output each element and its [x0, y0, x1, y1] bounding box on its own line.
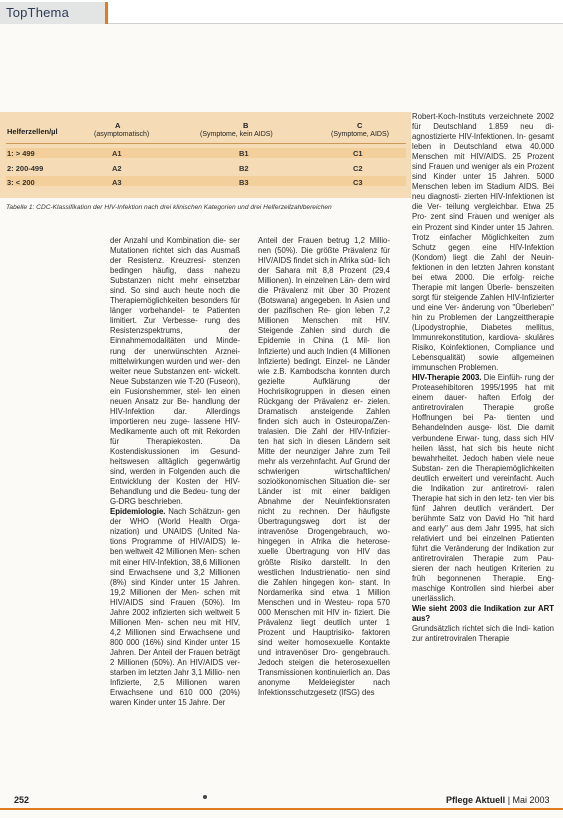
table-cell: C2 — [353, 164, 363, 173]
table-caption: Tabelle 1: CDC-Klassifikation der HIV-Infektion nach drei klinischen Kategorien und drei Helferzellzahlbereichen — [6, 204, 332, 211]
table-cell: C1 — [353, 149, 363, 158]
footer-rule — [0, 808, 563, 810]
paragraph-text: Die Einfüh- rung der Proteasehibitoren 1995/1995 hat mit einem dauer- haften Erfolg der antiretroviralen Therapie große Hoffnungen bei Pa- tienten und Behandelnden ausge- löst. Die damit verbundene Erwar- tung, dass sich HIV heilen lässt, hat sich bis heute nicht bewahrheitet. Jedoch haben viele neue Substan- zen die Therapiemöglichkeiten deutlich erweitert und vereinfacht. Auch die Indikation zur antiretrovi- ralen Therapie hat sich in den letz- ten vier bis fünf Jahren deutlich verändert. Der berühmte Satz von David Ho "hit hard and early" aus dem Jahr 1995, hat sich relativiert und bei einzelnen Patienten führt die Veränderung der Indikation zur antiretroviralen Therapie zum Pau- sieren der nach heutigen Kriterien zu früh begonnenen Therapie. Eng- maschige Kontrollen sind hierbei aber unerlässlich. — [412, 373, 554, 604]
text-column-2 — [258, 236, 390, 698]
table-cell: B3 — [239, 178, 249, 187]
table-col-a-sub: (asymptomatisch) — [94, 131, 150, 138]
top-bar — [0, 0, 563, 24]
magazine-footer — [446, 795, 550, 805]
subheading: Wie sieht 2003 die Indikation zur ART aus? — [412, 604, 554, 624]
row-label: 2: 200-499 — [7, 164, 44, 173]
paragraph — [110, 507, 240, 708]
table-row — [6, 162, 406, 172]
paragraph — [412, 373, 554, 604]
table-cell: C3 — [353, 178, 363, 187]
table-cell: A1 — [112, 149, 122, 158]
magazine-name: Pflege Aktuell — [446, 795, 506, 805]
section-tab — [0, 2, 108, 24]
cdc-table — [0, 112, 411, 198]
table-col-header: Helferzellen/µl — [7, 127, 58, 136]
header-rule — [108, 23, 563, 24]
table-col-c: C — [357, 121, 363, 130]
paragraph: Anteil der Frauen betrug 1,2 Millio- nen (50%). Die größte Prävalenz für HIV/AIDS findet sich in Afrika süd- lich der Sahara mit 8,8 Prozent (29,4 Millionen). In einzelnen Län- dern wird die Prävalenz mit über 30 Prozent (Botswana) angegeben. In Asien und der pazifischen Re- gion leben 7,2 Millionen Menschen mit HIV. Steigende Zahlen sind durch die Epidemie in China (1 Mil- lion Infizierte) und auch Indien (4 Millionen Infizierte) bedingt. Einzel- ne Länder wie z.B. Kambodscha konnten durch gezielte Aufklärung der Hochrisikogruppen in diesen einen Rückgang der Prävalenz er- zielen. Dramatisch ansteigende Zahlen finden sich auch in Osteuropa/Zen- tralasien. Die Zahl der HIV-Infizier- ten hat sich in diesen Ländern seit Mitte der neunziger Jahre zum Teil mehr als verzehnfacht. Auf Grund der schwierigen wirtschaftlichen/ sozioökonomischen Situation die- ser Länder ist mit einer baldigen Abnahme der Neuinfektionsraten nicht zu rechnen. Der häufigste Übertragungsweg dort ist der intravenöse Drogengebrauch, wo- hingegen in Afrika die heterose- xuelle Übertragung von HIV das größte Risiko darstellt. In den westlichen Industrienatio- nen sind die Zahlen hingegen kon- stant. In Nordamerika sind etwa 1 Million Menschen und in Westeu- ropa 570 000 Menschen mit HIV in- fiziert. Die Prävalenz liegt deutlich unter 1 Prozent und Hauptrisiko- faktoren sind weiter homosexuelle Kontakte und intravenöser Dro- gengebrauch. Jedoch steigen die heterosexuellen Transmissionen kontinuierlich an. Das anonyme Meldeiegister nach Infektionsschutzgesetz (IfSG) des — [258, 236, 390, 698]
issue-date: | Mai 2003 — [507, 795, 550, 805]
table-cell: B2 — [239, 164, 249, 173]
paragraph: Robert-Koch-Instituts verzeichnete 2002 für Deutschland 1.859 neu di- agnostizierte HIV-Infektionen. In- gesamt leben in Deutschland etwa 40.000 Menschen mit HIV/AIDS. 25 Prozent sind Frauen und weniger als ein Prozent sind Kinder unter 15 Jahren. 5000 Menschen leben im Stadium AIDS. Bei neu diagnosti- zierten HIV-Infektionen ist die Ver- teilung vergleichbar. Etwa 25 Pro- zent sind Frauen und weniger als ein Prozent sind Kinder unter 15 Jahren. Trotz einfacher Möglichkeiten zum Schutz gegen eine HIV-Infektion (Kondom) liegt die Zahl der Neuin- fektionen in den letzten Jahren konstant bei etwa 2000. Die erfolg- reiche Therapie mit langen Überle- benszeiten sorgt für steigende Zahlen HIV-Infizierter und eine Ver- änderung von "Überleben" hin zu Problemen der Langzeittherapie (Lipodystrophie, Diabetes mellitus, Immunrekonstitution, kardiova- skuläres Risiko, Koinfektionen, Compliance und Lebensqualität) sowie allgemeinen immunschen Problemen. — [412, 112, 554, 373]
subheading: HIV-Therapie 2003. — [412, 373, 482, 383]
table-cell: A2 — [112, 164, 122, 173]
paragraph: Grundsätzlich richtet sich die Indi- kation zur antiretroviralen Therapie — [412, 624, 554, 644]
bullet-mark — [203, 795, 207, 799]
paragraph: der Anzahl und Kombination die- ser Mutationen richtet sich das Ausmaß der Resistenz. Kreuzresi- stenzen bedingen häufig, dass nahezu Substanzen nicht mehr einsetzbar sind. So sind auch heute noch die Therapiemöglichkeiten besonders für länger vorbehandel- te Patienten limitiert. Zur Verbesse- rung des Resistenzspektrums, der Einnahmemodalitäten und Minde- rung der unerwünschten Arznei- mittelwirkungen wurden und wer- den weiter neue Substanzen ent- wickelt. Neue Substanzen wie T-20 (Fuseon), ein Fusionshemmer, stel- len einen neuen Ansatz zur Be- handlung der HIV-Infektion dar. Allerdings importieren neu zuge- lassene HIV-Medikamente auch oft mit Rekorden für Therapiekosten. Da Kostendiskussionen im Gesund- heitswesen alltäglich gegenwärtig sind, werden in Folgenden auch die Entwicklung der Kosten der HIV-Behandlung und die Bedeu- tung der G-DRG beschrieben. — [110, 236, 240, 507]
section-title: TopThema — [6, 5, 70, 20]
table-cell: B1 — [239, 149, 249, 158]
text-column-1 — [110, 236, 240, 708]
table-divider — [6, 143, 406, 144]
table-row — [6, 176, 406, 186]
table-row — [6, 148, 406, 158]
table-col-b-sub: (Symptome, kein AIDS) — [200, 131, 273, 138]
subheading: Epidemiologie. — [110, 507, 166, 517]
table-col-a: A — [115, 121, 121, 130]
row-label: 3: < 200 — [7, 178, 35, 187]
paragraph-text: Nach Schätzun- gen der WHO (World Health Orga- nization) und UNAIDS (United Na- tions Programme of HIV/AIDS) le- ben weltweit 42 Millionen Men- schen mit einer HIV-Infektion, 38,6 Millionen sind Erwachsene und 3,2 Millionen (8%) sind Kinder unter 15 Jahren. 19,2 Millionen der Men- schen mit HIV/AIDS sind Frauen (50%). Im Jahre 2002 infizierten sich weltweit 5 Millionen Men- schen neu mit HIV, 4,2 Millionen sind Erwachsene und 800 000 (16%) sind Kinder unter 15 Jahren. Der Anteil der Frauen beträgt 2 Millionen (50%). An HIV/AIDS ver- starben im letzten Jahr 3,1 Millio- nen Infizierte, 2,5 Millionen waren Erwachsene und 610 000 (20%) waren Kinder unter 15 Jahre. Der — [110, 507, 240, 708]
text-column-3 — [412, 112, 554, 644]
table-col-b: B — [243, 121, 249, 130]
table-col-c-sub: (Symptome, AIDS) — [331, 131, 389, 138]
row-label: 1: > 499 — [7, 149, 35, 158]
table-cell: A3 — [112, 178, 122, 187]
page-number: 252 — [14, 795, 30, 805]
